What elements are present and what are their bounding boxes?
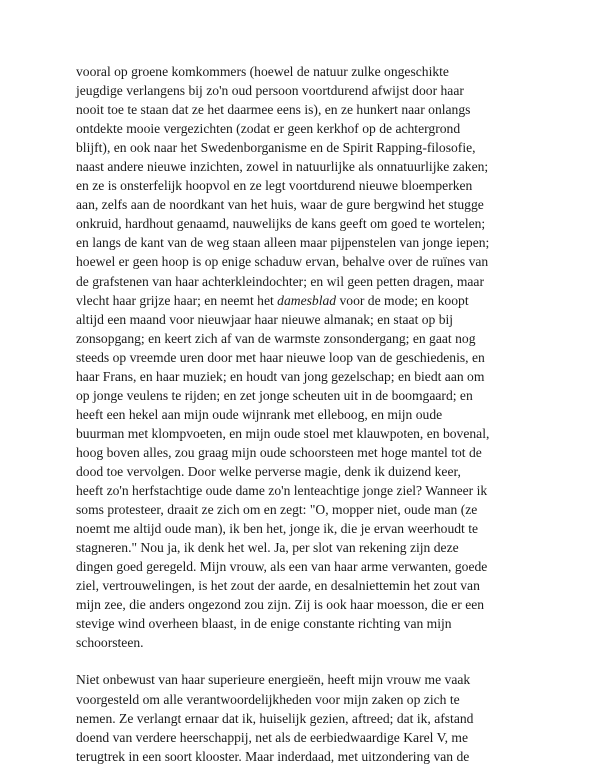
text-line: altijd een maand voor nieuwjaar haar nieuwe almanak; en staat op bij	[76, 311, 454, 327]
text-line: aan, zelfs aan de noordkant van het huis, waar de gure bergwind het stugge	[76, 197, 484, 213]
text-line: mijn zee, die anders ongezond zou zijn. Zij is ook haar moesson, die er een	[76, 597, 485, 613]
text-run: vlecht haar grijze haar; en neemt het	[76, 292, 278, 308]
text-line	[76, 291, 546, 310]
text-line: schoorsteen.	[76, 635, 144, 651]
text-line: Niet onbewust van haar superieure energieën, heeft mijn vrouw me vaak	[76, 672, 471, 688]
text-line: soms protesteer, draait ze zich om en zegt: "O, mopper niet, oude man (ze	[76, 502, 478, 518]
text-line: onkruid, hardhout genaamd, nauwelijks de kans geeft om goed te wortelen;	[76, 216, 486, 232]
text-line: stagneren." Nou ja, ik denk het wel. Ja, per slot van rekening zijn deze	[76, 540, 459, 556]
text-line: nooit toe te staan dat ze het daarmee eens is), en ze hunkert naar onlangs	[76, 102, 471, 118]
text-line: haar Frans, en haar muziek; en houdt van jong gezelschap; en biedt aan om	[76, 368, 485, 384]
text-line: steeds op vreemde uren door met haar nieuwe loop van de geschiedenis, en	[76, 349, 485, 365]
italic-term: damesblad	[277, 292, 337, 308]
paragraph-1	[76, 62, 546, 652]
text-line: ziel, vertrouwelingen, is het zout der aarde, en desalniettemin het zout van	[76, 578, 480, 594]
text-line: buurman met klompvoeten, en mijn oude stoel met klauwpoten, en bovenal,	[76, 425, 490, 441]
text-line: nemen. Ze verlangt ernaar dat ik, huiselijk gezien, aftreed; dat ik, afstand	[76, 710, 474, 726]
text-line: stevige wind overheen blaast, in de enige constante richting van mijn	[76, 616, 452, 632]
text-line: blijft), en ook naar het Swedenborganisme en de Spirit Rapping-filosofie,	[76, 140, 476, 156]
text-line: heeft een hekel aan mijn oude wijnrank met elleboog, en mijn oude	[76, 406, 443, 422]
text-line: ontdekte mooie vergezichten (zodat er geen kerkhof op de achtergrond	[76, 121, 461, 137]
text-line: hoog boven alles, zou graag mijn oude schoorsteen met hoge mantel tot de	[76, 444, 482, 460]
text-line: vooral op groene komkommers (hoewel de natuur zulke ongeschikte	[76, 64, 449, 79]
text-line: en ze is onsterfelijk hoopvol en ze legt voortdurend nieuwe bloemperken	[76, 178, 473, 194]
text-line: de grafstenen van haar achterkleindochter; en wil geen petten dragen, maar	[76, 273, 484, 289]
text-line: dingen goed geregeld. Mijn vrouw, als een van haar arme verwanten, goede	[76, 559, 488, 575]
text-line: noemt me altijd oude man), ik ben het, jonge ik, die je ervan weerhoudt te	[76, 521, 479, 537]
text-line: heeft zo'n herfstachtige oude dame zo'n lenteachtige jonge ziel? Wanneer ik	[76, 483, 488, 499]
document-page	[76, 62, 546, 766]
text-line: naast andere nieuwe inzichten, zowel in natuurlijke als onnatuurlijke zaken;	[76, 159, 489, 175]
text-line: terugtrek in een soort klooster. Maar inderdaad, met uitzondering van de	[76, 748, 470, 764]
text-line: dood toe vervolgen. Door welke perverse magie, denk ik duizend keer,	[76, 463, 461, 479]
text-line: voorgesteld om alle verantwoordelijkheden voor mijn zaken op zich te	[76, 691, 460, 707]
paragraph-2	[76, 670, 546, 765]
text-line: hoewel er geen hoop is op enige schaduw ervan, behalve over de ruïnes van	[76, 254, 489, 270]
text-line: op jonge veulens te rijden; en zet jonge scheuten uit in de boomgaard; en	[76, 387, 473, 403]
text-run: voor de mode; en koopt	[336, 292, 469, 308]
text-line: zonsopgang; en keert zich af van de warmste zonsondergang; en gaat nog	[76, 330, 476, 346]
text-line: en langs de kant van de weg staan alleen maar pijpenstelen van jonge iepen;	[76, 235, 490, 251]
text-line: doend van verdere heerschappij, net als de eerbiedwaardige Karel V, me	[76, 729, 469, 745]
text-line: jeugdige verlangens bij zo'n oud persoon voortdurend afwijst door haar	[76, 83, 464, 99]
